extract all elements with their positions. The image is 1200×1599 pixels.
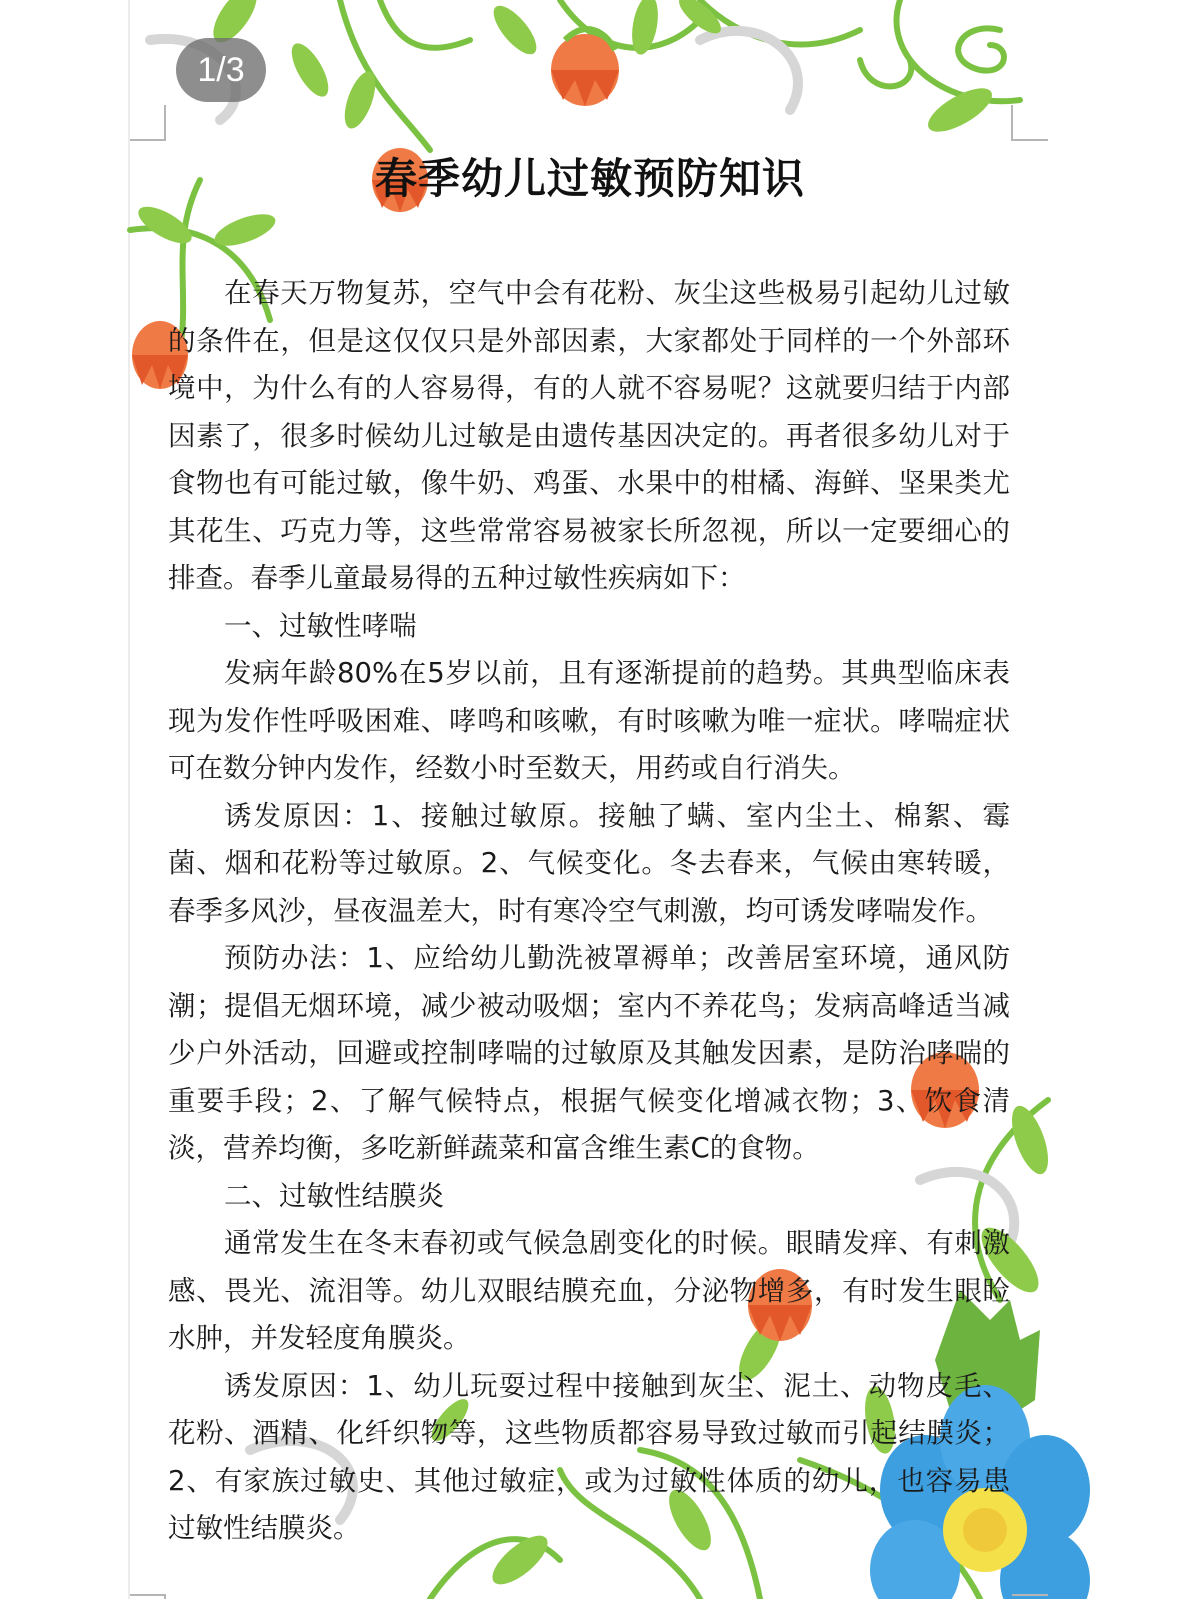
paragraph-intro: 在春天万物复苏，空气中会有花粉、灰尘这些极易引起幼儿过敏的条件在，但是这仅仅只是外部因素，大家都处于同样的一个外部环境中，为什么有的人容易得，有的人就不容易呢？这就要归结于内部因素了，很多时候幼儿过敏是由遗传基因决定的。再者很多幼儿对于食物也有可能过敏，像牛奶、鸡蛋、水果中的柑橘、海鲜、坚果类尤其花生、巧克力等，这些常常容易被家长所忽视，所以一定要细心的排查。春季儿童最易得的五种过敏性疾病如下： (168, 277, 1010, 594)
document-body (168, 270, 1010, 1553)
paragraph-asthma-symptoms: 发病年龄80%在5岁以前，且有逐渐提前的趋势。其典型临床表现为发作性呼吸困难、哮鸣和咳嗽，有时咳嗽为唯一症状。哮喘症状可在数分钟内发作，经数小时至数天，用药或自行消失。 (168, 657, 1010, 784)
section-heading-conjunctivitis: 二、过敏性结膜炎 (224, 1179, 444, 1212)
section-heading-asthma: 一、过敏性哮喘 (224, 609, 417, 642)
vine-top (340, 0, 1020, 150)
paragraph-asthma-prevention: 预防办法：1、应给幼儿勤洗被罩褥单；改善居室环境，通风防潮；提倡无烟环境，减少被动吸烟；室内不养花鸟；发病高峰适当减少户外活动，回避或控制哮喘的过敏原及其触发因素，是防治哮喘的重要手段；2、了解气候特点，根据气候变化增减衣物；3、饮食清淡，营养均衡，多吃新鲜蔬菜和富含维生素C的食物。 (168, 942, 1010, 1164)
page-counter-badge: 1/3 (176, 38, 266, 102)
paragraph-asthma-causes: 诱发原因：1、接触过敏原。接触了螨、室内尘土、棉絮、霉菌、烟和花粉等过敏原。2、气候变化。冬去春来，气候由寒转暖，春季多风沙，昼夜温差大，时有寒冷空气刺激，均可诱发哮喘发作。 (168, 799, 1010, 927)
paragraph-conjunctivitis-symptoms: 通常发生在冬末春初或气候急剧变化的时候。眼睛发痒、有刺激感、畏光、流泪等。幼儿双眼结膜充血，分泌物增多，有时发生眼睑水肿，并发轻度角膜炎。 (168, 1227, 1010, 1354)
paragraph-conjunctivitis-causes: 诱发原因：1、幼儿玩耍过程中接触到灰尘、泥土、动物皮毛、花粉、酒精、化纤织物等，这些物质都容易导致过敏而引起结膜炎；2、有家族过敏史、其他过敏症，或为过敏性体质的幼儿，也容易患过敏性结膜炎。 (168, 1369, 1010, 1544)
document-title: 春季幼儿过敏预防知识 (374, 154, 805, 203)
